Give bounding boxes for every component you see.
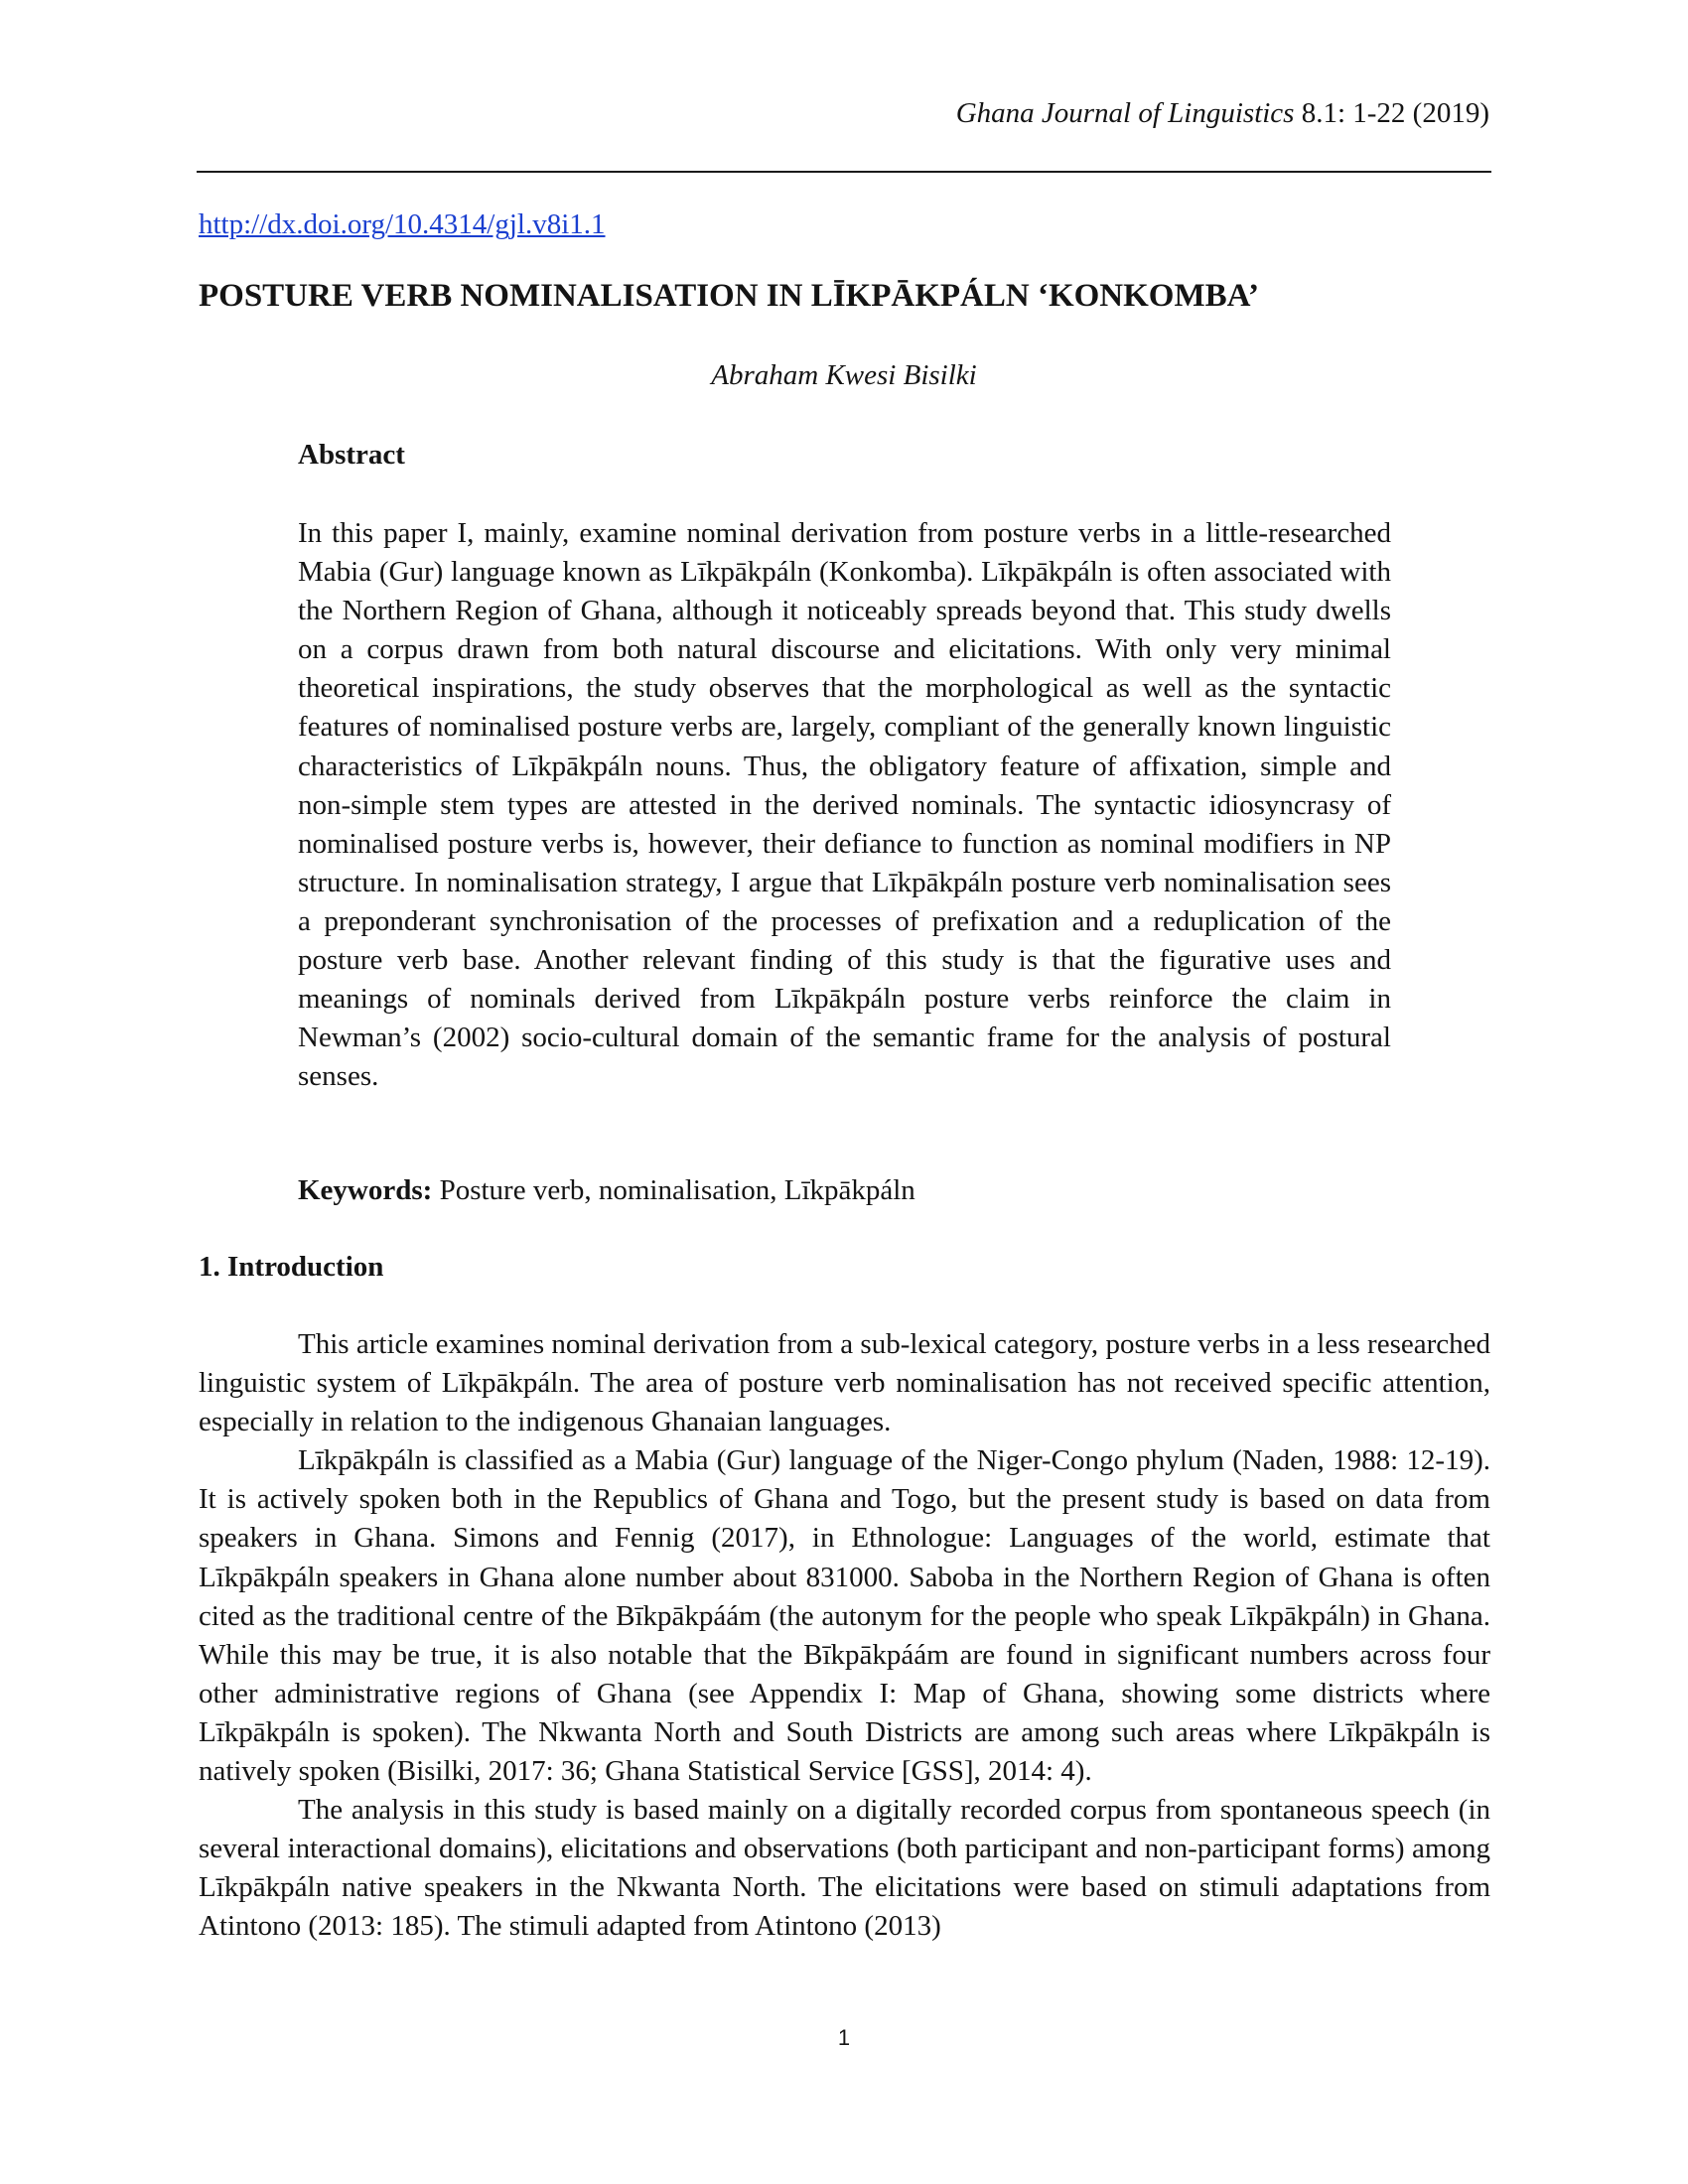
running-header [956,97,1489,130]
introduction-body [199,1325,1490,1947]
paper-title: POSTURE VERB NOMINALISATION IN LĪKPĀKPÁLN ‘KONKOMBA’ [199,278,1260,314]
page-number: 1 [837,2025,851,2050]
keywords-label: Keywords: [298,1174,433,1206]
paragraph: Līkpākpáln is classified as a Mabia (Gur) language of the Niger-Congo phylum (Naden, 1988: 12-19). It is actively spoken both in the Republics of Ghana and Togo, but the present study is based on data from speakers in Ghana. Simons and Fennig (2017), in Ethnologue: Languages of the world, estimate that Līkpākpáln speakers in Ghana alone number about 831000. Saboba in the Northern Region of Ghana is often cited as the traditional centre of the Bīkpākpáám (the autonym for the people who speak Līkpākpáln) in Ghana. While this may be true, it is also notable that the Bīkpākpáám are found in significant numbers across four other administrative regions of Ghana (see Appendix I: Map of Ghana, showing some districts where Līkpākpáln is spoken). The Nkwanta North and South Districts are among such areas where Līkpākpáln is natively spoken (Bisilki, 2017: 36; Ghana Statistical Service [GSS], 2014: 4). [199,1444,1490,1788]
paragraph: This article examines nominal derivation from a sub-lexical category, posture verbs in a less researched linguistic system of Līkpākpáln. The area of posture verb nominalisation has not received specific attention, especially in relation to the indigenous Ghanaian languages. [199,1328,1490,1438]
section-heading-introduction: 1. Introduction [199,1251,384,1283]
keywords [298,1174,915,1207]
paragraph: The analysis in this study is based mainly on a digitally recorded corpus from spontaneous speech (in several interactional domains), elicitations and observations (both participant and non-participant forms) among Līkpākpáln native speakers in the Nkwanta North. The elicitations were based on stimuli adaptations from Atintono (2013: 185). The stimuli adapted from Atintono (2013) [199,1794,1490,1943]
journal-name: Ghana Journal of Linguistics [955,97,1295,129]
doi-link[interactable]: http://dx.doi.org/10.4314/gjl.v8i1.1 [199,208,606,240]
keywords-text: Posture verb, nominalisation, Līkpākpáln [432,1174,915,1206]
header-rule [197,171,1491,173]
abstract-heading: Abstract [298,439,405,471]
abstract-body: In this paper I, mainly, examine nominal derivation from posture verbs in a little-researched Mabia (Gur) language known as Līkpākpáln (Konkomba). Līkpākpáln is often associated with the Northern Region of Ghana, although it noticeably spreads beyond that. This study dwells on a corpus drawn from both natural discourse and elicitations. With only very minimal theoretical inspirations, the study observes that the morphological as well as the syntactic features of nominalised posture verbs are, largely, compliant of the generally known linguistic characteristics of Līkpākpáln nouns. Thus, the obligatory feature of affixation, simple and non-simple stem types are attested in the derived nominals. The syntactic idiosyncrasy of nominalised posture verbs is, however, their defiance to function as nominal modifiers in NP structure. In nominalisation strategy, I argue that Līkpākpáln posture verb nominalisation sees a preponderant synchronisation of the processes of prefixation and a reduplication of the posture verb base. Another relevant finding of this study is that the figurative uses and meanings of nominals derived from Līkpākpáln posture verbs reinforce the claim in Newman’s (2002) socio-cultural domain of the semantic frame for the analysis of postural senses. [298,517,1391,1093]
journal-citation: 8.1: 1-22 (2019) [1294,97,1489,129]
author-name: Abraham Kwesi Bisilki [711,359,977,391]
